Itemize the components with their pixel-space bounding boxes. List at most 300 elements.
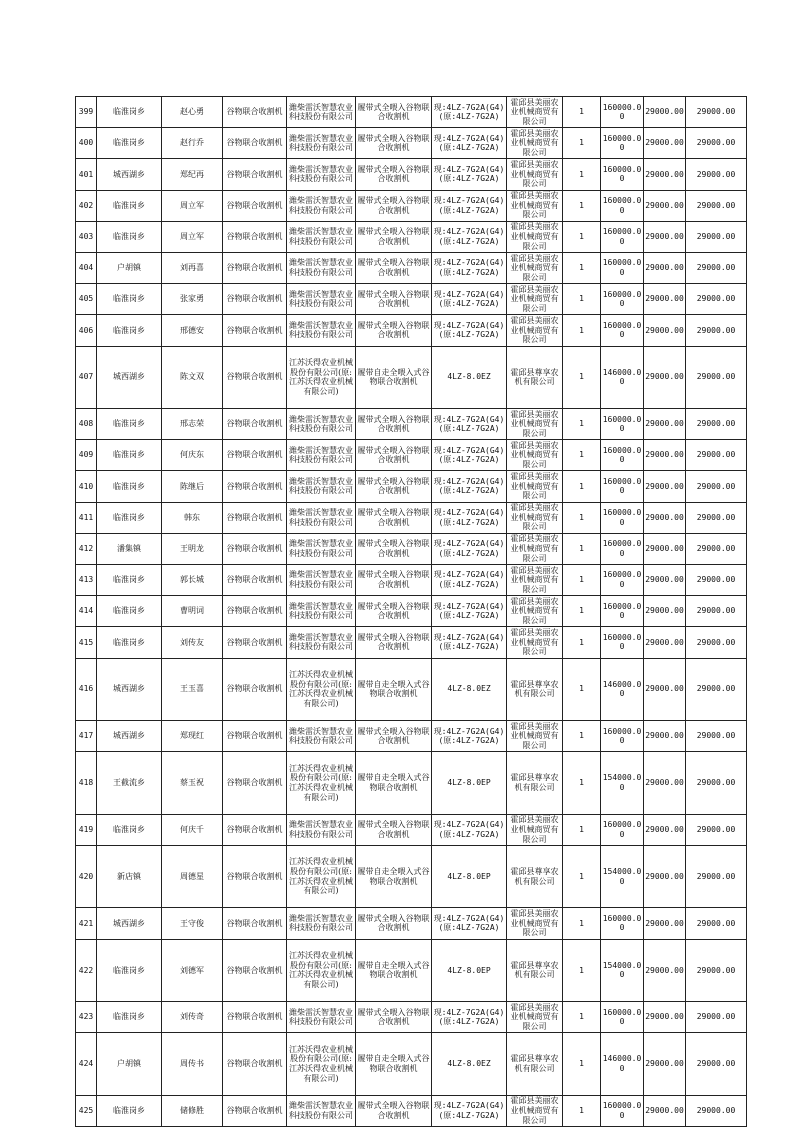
manufacturer: 潍柴雷沃智慧农业科技股份有限公司 <box>287 533 356 564</box>
subsidy-amount: 29000.00 <box>644 939 686 1002</box>
quantity: 1 <box>563 1095 601 1126</box>
quantity: 1 <box>563 471 601 502</box>
total-subsidy: 29000.00 <box>686 533 747 564</box>
row-number: 420 <box>76 845 97 908</box>
sale-price: 160000.00 <box>601 814 644 845</box>
quantity: 1 <box>563 409 601 440</box>
town-cell: 临淮岗乡 <box>97 502 162 533</box>
total-subsidy: 29000.00 <box>686 221 747 252</box>
machine-type: 谷物联合收割机 <box>223 471 287 502</box>
manufacturer: 江苏沃得农业机械股份有限公司(原:江苏沃得农业机械有限公司) <box>287 845 356 908</box>
model-number: 现:4LZ-7G2A(G4)(原:4LZ-7G2A) <box>432 814 507 845</box>
dealer-name: 霍邱县美丽农业机械商贸有限公司 <box>507 471 563 502</box>
manufacturer: 潍柴雷沃智慧农业科技股份有限公司 <box>287 564 356 595</box>
town-cell: 城西湖乡 <box>97 908 162 939</box>
machine-type: 谷物联合收割机 <box>223 658 287 721</box>
subsidy-amount: 29000.00 <box>644 252 686 283</box>
subsidy-amount: 29000.00 <box>644 627 686 658</box>
model-number: 现:4LZ-7G2A(G4)(原:4LZ-7G2A) <box>432 908 507 939</box>
model-number: 现:4LZ-7G2A(G4)(原:4LZ-7G2A) <box>432 284 507 315</box>
sale-price: 146000.00 <box>601 346 644 409</box>
manufacturer: 潍柴雷沃智慧农业科技股份有限公司 <box>287 190 356 221</box>
manufacturer: 江苏沃得农业机械股份有限公司(原:江苏沃得农业机械有限公司) <box>287 939 356 1002</box>
machine-type: 谷物联合收割机 <box>223 440 287 471</box>
dealer-name: 霍邱县美丽农业机械商贸有限公司 <box>507 440 563 471</box>
machine-type: 谷物联合收割机 <box>223 252 287 283</box>
total-subsidy: 29000.00 <box>686 159 747 190</box>
sale-price: 160000.00 <box>601 596 644 627</box>
subsidy-amount: 29000.00 <box>644 721 686 752</box>
product-name: 履带式全喂入谷物联合收割机 <box>356 440 432 471</box>
machine-type: 谷物联合收割机 <box>223 721 287 752</box>
town-cell: 临淮岗乡 <box>97 284 162 315</box>
row-number: 421 <box>76 908 97 939</box>
dealer-name: 霍邱县美丽农业机械商贸有限公司 <box>507 596 563 627</box>
subsidy-amount: 29000.00 <box>644 845 686 908</box>
model-number: 现:4LZ-7G2A(G4)(原:4LZ-7G2A) <box>432 564 507 595</box>
manufacturer: 潍柴雷沃智慧农业科技股份有限公司 <box>287 252 356 283</box>
sale-price: 160000.00 <box>601 1002 644 1033</box>
row-number: 411 <box>76 502 97 533</box>
applicant-name: 郑纪再 <box>162 159 223 190</box>
subsidy-amount: 29000.00 <box>644 814 686 845</box>
quantity: 1 <box>563 596 601 627</box>
model-number: 4LZ-8.0EZ <box>432 346 507 409</box>
quantity: 1 <box>563 814 601 845</box>
applicant-name: 郑现红 <box>162 721 223 752</box>
product-name: 履带式全喂入谷物联合收割机 <box>356 159 432 190</box>
row-number: 402 <box>76 190 97 221</box>
quantity: 1 <box>563 284 601 315</box>
subsidy-amount: 29000.00 <box>644 502 686 533</box>
model-number: 现:4LZ-7G2A(G4)(原:4LZ-7G2A) <box>432 596 507 627</box>
subsidy-amount: 29000.00 <box>644 752 686 815</box>
row-number: 418 <box>76 752 97 815</box>
applicant-name: 王明龙 <box>162 533 223 564</box>
table-row <box>76 939 747 1002</box>
quantity: 1 <box>563 159 601 190</box>
quantity: 1 <box>563 627 601 658</box>
town-cell: 临淮岗乡 <box>97 596 162 627</box>
sale-price: 154000.00 <box>601 845 644 908</box>
table-row <box>76 908 747 939</box>
applicant-name: 储修胜 <box>162 1095 223 1126</box>
model-number: 4LZ-8.0EZ <box>432 1033 507 1096</box>
product-name: 履带式全喂入谷物联合收割机 <box>356 908 432 939</box>
total-subsidy: 29000.00 <box>686 1002 747 1033</box>
manufacturer: 江苏沃得农业机械股份有限公司(原:江苏沃得农业机械有限公司) <box>287 1033 356 1096</box>
dealer-name: 霍邱县美丽农业机械商贸有限公司 <box>507 190 563 221</box>
subsidy-amount: 29000.00 <box>644 564 686 595</box>
model-number: 现:4LZ-7G2A(G4)(原:4LZ-7G2A) <box>432 252 507 283</box>
model-number: 现:4LZ-7G2A(G4)(原:4LZ-7G2A) <box>432 97 507 128</box>
machine-type: 谷物联合收割机 <box>223 1033 287 1096</box>
machine-type: 谷物联合收割机 <box>223 533 287 564</box>
row-number: 399 <box>76 97 97 128</box>
model-number: 4LZ-8.0EZ <box>432 658 507 721</box>
sale-price: 160000.00 <box>601 252 644 283</box>
table-row <box>76 471 747 502</box>
model-number: 现:4LZ-7G2A(G4)(原:4LZ-7G2A) <box>432 409 507 440</box>
dealer-name: 霍邱县美丽农业机械商贸有限公司 <box>507 908 563 939</box>
sale-price: 146000.00 <box>601 1033 644 1096</box>
row-number: 404 <box>76 252 97 283</box>
town-cell: 城西湖乡 <box>97 346 162 409</box>
quantity: 1 <box>563 845 601 908</box>
table-row <box>76 564 747 595</box>
product-name: 履带式全喂入谷物联合收割机 <box>356 627 432 658</box>
dealer-name: 霍邱县美丽农业机械商贸有限公司 <box>507 627 563 658</box>
manufacturer: 江苏沃得农业机械股份有限公司(原:江苏沃得农业机械有限公司) <box>287 752 356 815</box>
town-cell: 临淮岗乡 <box>97 440 162 471</box>
dealer-name: 霍邱县美丽农业机械商贸有限公司 <box>507 128 563 159</box>
dealer-name: 霍邱县美丽农业机械商贸有限公司 <box>507 284 563 315</box>
dealer-name: 霍邱县美丽农业机械商贸有限公司 <box>507 252 563 283</box>
table-row <box>76 596 747 627</box>
subsidy-amount: 29000.00 <box>644 284 686 315</box>
manufacturer: 潍柴雷沃智慧农业科技股份有限公司 <box>287 721 356 752</box>
machine-type: 谷物联合收割机 <box>223 409 287 440</box>
subsidy-amount: 29000.00 <box>644 315 686 346</box>
quantity: 1 <box>563 658 601 721</box>
applicant-name: 曹明词 <box>162 596 223 627</box>
town-cell: 城西湖乡 <box>97 658 162 721</box>
sale-price: 154000.00 <box>601 939 644 1002</box>
table-row <box>76 814 747 845</box>
manufacturer: 潍柴雷沃智慧农业科技股份有限公司 <box>287 221 356 252</box>
manufacturer: 潍柴雷沃智慧农业科技股份有限公司 <box>287 1002 356 1033</box>
manufacturer: 潍柴雷沃智慧农业科技股份有限公司 <box>287 471 356 502</box>
town-cell: 临淮岗乡 <box>97 814 162 845</box>
table-row <box>76 159 747 190</box>
model-number: 4LZ-8.0EP <box>432 752 507 815</box>
town-cell: 户胡镇 <box>97 252 162 283</box>
subsidy-amount: 29000.00 <box>644 440 686 471</box>
product-name: 履带式全喂入谷物联合收割机 <box>356 533 432 564</box>
quantity: 1 <box>563 564 601 595</box>
product-name: 履带式全喂入谷物联合收割机 <box>356 284 432 315</box>
manufacturer: 潍柴雷沃智慧农业科技股份有限公司 <box>287 284 356 315</box>
town-cell: 临淮岗乡 <box>97 128 162 159</box>
dealer-name: 霍邱县美丽农业机械商贸有限公司 <box>507 502 563 533</box>
dealer-name: 霍邱县美丽农业机械商贸有限公司 <box>507 564 563 595</box>
table-row <box>76 409 747 440</box>
applicant-name: 刘传奇 <box>162 1002 223 1033</box>
sale-price: 160000.00 <box>601 284 644 315</box>
applicant-name: 何庆东 <box>162 440 223 471</box>
sale-price: 160000.00 <box>601 627 644 658</box>
row-number: 405 <box>76 284 97 315</box>
machine-type: 谷物联合收割机 <box>223 627 287 658</box>
machine-type: 谷物联合收割机 <box>223 502 287 533</box>
product-name: 履带自走全喂入式谷物联合收割机 <box>356 658 432 721</box>
sale-price: 160000.00 <box>601 533 644 564</box>
total-subsidy: 29000.00 <box>686 502 747 533</box>
row-number: 403 <box>76 221 97 252</box>
model-number: 现:4LZ-7G2A(G4)(原:4LZ-7G2A) <box>432 159 507 190</box>
applicant-name: 周传书 <box>162 1033 223 1096</box>
applicant-name: 韩东 <box>162 502 223 533</box>
town-cell: 临淮岗乡 <box>97 471 162 502</box>
dealer-name: 霍邱县美丽农业机械商贸有限公司 <box>507 159 563 190</box>
machine-type: 谷物联合收割机 <box>223 814 287 845</box>
machine-type: 谷物联合收割机 <box>223 1095 287 1126</box>
sale-price: 160000.00 <box>601 564 644 595</box>
town-cell: 潘集镇 <box>97 533 162 564</box>
total-subsidy: 29000.00 <box>686 440 747 471</box>
total-subsidy: 29000.00 <box>686 939 747 1002</box>
machine-type: 谷物联合收割机 <box>223 908 287 939</box>
total-subsidy: 29000.00 <box>686 97 747 128</box>
machine-type: 谷物联合收割机 <box>223 221 287 252</box>
subsidy-amount: 29000.00 <box>644 97 686 128</box>
model-number: 4LZ-8.0EP <box>432 845 507 908</box>
applicant-name: 赵行乔 <box>162 128 223 159</box>
quantity: 1 <box>563 1033 601 1096</box>
town-cell: 临淮岗乡 <box>97 221 162 252</box>
total-subsidy: 29000.00 <box>686 658 747 721</box>
subsidy-amount: 29000.00 <box>644 346 686 409</box>
product-name: 履带式全喂入谷物联合收割机 <box>356 814 432 845</box>
subsidy-table <box>75 96 747 1127</box>
dealer-name: 霍邱县美丽农业机械商贸有限公司 <box>507 315 563 346</box>
town-cell: 临淮岗乡 <box>97 627 162 658</box>
applicant-name: 邢志荣 <box>162 409 223 440</box>
quantity: 1 <box>563 97 601 128</box>
machine-type: 谷物联合收割机 <box>223 1002 287 1033</box>
sale-price: 154000.00 <box>601 752 644 815</box>
town-cell: 临淮岗乡 <box>97 1002 162 1033</box>
town-cell: 临淮岗乡 <box>97 409 162 440</box>
manufacturer: 潍柴雷沃智慧农业科技股份有限公司 <box>287 814 356 845</box>
model-number: 现:4LZ-7G2A(G4)(原:4LZ-7G2A) <box>432 627 507 658</box>
model-number: 现:4LZ-7G2A(G4)(原:4LZ-7G2A) <box>432 1002 507 1033</box>
subsidy-amount: 29000.00 <box>644 221 686 252</box>
applicant-name: 刘德军 <box>162 939 223 1002</box>
table-row <box>76 1002 747 1033</box>
total-subsidy: 29000.00 <box>686 252 747 283</box>
subsidy-amount: 29000.00 <box>644 596 686 627</box>
sale-price: 160000.00 <box>601 1095 644 1126</box>
applicant-name: 刘传友 <box>162 627 223 658</box>
applicant-name: 邢德安 <box>162 315 223 346</box>
model-number: 现:4LZ-7G2A(G4)(原:4LZ-7G2A) <box>432 533 507 564</box>
quantity: 1 <box>563 939 601 1002</box>
applicant-name: 周德星 <box>162 845 223 908</box>
row-number: 410 <box>76 471 97 502</box>
dealer-name: 霍邱县美丽农业机械商贸有限公司 <box>507 721 563 752</box>
subsidy-amount: 29000.00 <box>644 190 686 221</box>
manufacturer: 潍柴雷沃智慧农业科技股份有限公司 <box>287 627 356 658</box>
manufacturer: 潍柴雷沃智慧农业科技股份有限公司 <box>287 440 356 471</box>
town-cell: 临淮岗乡 <box>97 939 162 1002</box>
product-name: 履带自走全喂入式谷物联合收割机 <box>356 1033 432 1096</box>
model-number: 4LZ-8.0EP <box>432 939 507 1002</box>
row-number: 412 <box>76 533 97 564</box>
dealer-name: 霍邱县尊享农机有限公司 <box>507 939 563 1002</box>
total-subsidy: 29000.00 <box>686 409 747 440</box>
total-subsidy: 29000.00 <box>686 128 747 159</box>
dealer-name: 霍邱县尊享农机有限公司 <box>507 845 563 908</box>
row-number: 408 <box>76 409 97 440</box>
table-row <box>76 627 747 658</box>
subsidy-amount: 29000.00 <box>644 128 686 159</box>
product-name: 履带式全喂入谷物联合收割机 <box>356 721 432 752</box>
quantity: 1 <box>563 128 601 159</box>
town-cell: 临淮岗乡 <box>97 315 162 346</box>
machine-type: 谷物联合收割机 <box>223 845 287 908</box>
manufacturer: 潍柴雷沃智慧农业科技股份有限公司 <box>287 596 356 627</box>
model-number: 现:4LZ-7G2A(G4)(原:4LZ-7G2A) <box>432 721 507 752</box>
row-number: 415 <box>76 627 97 658</box>
table-row <box>76 315 747 346</box>
total-subsidy: 29000.00 <box>686 346 747 409</box>
model-number: 现:4LZ-7G2A(G4)(原:4LZ-7G2A) <box>432 315 507 346</box>
subsidy-amount: 29000.00 <box>644 908 686 939</box>
product-name: 履带式全喂入谷物联合收割机 <box>356 1002 432 1033</box>
town-cell: 王截流乡 <box>97 752 162 815</box>
table-row <box>76 502 747 533</box>
manufacturer: 江苏沃得农业机械股份有限公司(原:江苏沃得农业机械有限公司) <box>287 658 356 721</box>
sale-price: 160000.00 <box>601 721 644 752</box>
total-subsidy: 29000.00 <box>686 1033 747 1096</box>
table-row <box>76 221 747 252</box>
machine-type: 谷物联合收割机 <box>223 284 287 315</box>
town-cell: 临淮岗乡 <box>97 190 162 221</box>
model-number: 现:4LZ-7G2A(G4)(原:4LZ-7G2A) <box>432 502 507 533</box>
town-cell: 户胡镇 <box>97 1033 162 1096</box>
product-name: 履带式全喂入谷物联合收割机 <box>356 252 432 283</box>
dealer-name: 霍邱县美丽农业机械商贸有限公司 <box>507 1002 563 1033</box>
manufacturer: 潍柴雷沃智慧农业科技股份有限公司 <box>287 1095 356 1126</box>
table-row <box>76 284 747 315</box>
machine-type: 谷物联合收割机 <box>223 315 287 346</box>
applicant-name: 何庆千 <box>162 814 223 845</box>
subsidy-amount: 29000.00 <box>644 1033 686 1096</box>
quantity: 1 <box>563 252 601 283</box>
manufacturer: 潍柴雷沃智慧农业科技股份有限公司 <box>287 908 356 939</box>
sale-price: 160000.00 <box>601 409 644 440</box>
machine-type: 谷物联合收割机 <box>223 346 287 409</box>
subsidy-amount: 29000.00 <box>644 471 686 502</box>
machine-type: 谷物联合收割机 <box>223 939 287 1002</box>
applicant-name: 陈继后 <box>162 471 223 502</box>
machine-type: 谷物联合收割机 <box>223 159 287 190</box>
applicant-name: 周立军 <box>162 190 223 221</box>
dealer-name: 霍邱县尊享农机有限公司 <box>507 752 563 815</box>
row-number: 407 <box>76 346 97 409</box>
subsidy-amount: 29000.00 <box>644 658 686 721</box>
manufacturer: 潍柴雷沃智慧农业科技股份有限公司 <box>287 97 356 128</box>
sale-price: 160000.00 <box>601 471 644 502</box>
dealer-name: 霍邱县美丽农业机械商贸有限公司 <box>507 409 563 440</box>
row-number: 419 <box>76 814 97 845</box>
subsidy-amount: 29000.00 <box>644 1002 686 1033</box>
quantity: 1 <box>563 346 601 409</box>
table-row <box>76 845 747 908</box>
row-number: 400 <box>76 128 97 159</box>
product-name: 履带式全喂入谷物联合收割机 <box>356 190 432 221</box>
machine-type: 谷物联合收割机 <box>223 97 287 128</box>
row-number: 414 <box>76 596 97 627</box>
dealer-name: 霍邱县尊享农机有限公司 <box>507 346 563 409</box>
model-number: 现:4LZ-7G2A(G4)(原:4LZ-7G2A) <box>432 440 507 471</box>
table-row <box>76 440 747 471</box>
sale-price: 160000.00 <box>601 159 644 190</box>
applicant-name: 王玉喜 <box>162 658 223 721</box>
manufacturer: 潍柴雷沃智慧农业科技股份有限公司 <box>287 128 356 159</box>
row-number: 424 <box>76 1033 97 1096</box>
town-cell: 临淮岗乡 <box>97 1095 162 1126</box>
applicant-name: 周立军 <box>162 221 223 252</box>
subsidy-amount: 29000.00 <box>644 409 686 440</box>
sale-price: 160000.00 <box>601 190 644 221</box>
model-number: 现:4LZ-7G2A(G4)(原:4LZ-7G2A) <box>432 471 507 502</box>
applicant-name: 蔡玉祝 <box>162 752 223 815</box>
table-row <box>76 721 747 752</box>
table-row <box>76 752 747 815</box>
total-subsidy: 29000.00 <box>686 627 747 658</box>
product-name: 履带式全喂入谷物联合收割机 <box>356 315 432 346</box>
total-subsidy: 29000.00 <box>686 908 747 939</box>
row-number: 416 <box>76 658 97 721</box>
product-name: 履带自走全喂入式谷物联合收割机 <box>356 845 432 908</box>
applicant-name: 陈文双 <box>162 346 223 409</box>
table-row <box>76 658 747 721</box>
product-name: 履带式全喂入谷物联合收割机 <box>356 97 432 128</box>
subsidy-amount: 29000.00 <box>644 159 686 190</box>
dealer-name: 霍邱县美丽农业机械商贸有限公司 <box>507 533 563 564</box>
town-cell: 临淮岗乡 <box>97 564 162 595</box>
quantity: 1 <box>563 502 601 533</box>
total-subsidy: 29000.00 <box>686 752 747 815</box>
manufacturer: 潍柴雷沃智慧农业科技股份有限公司 <box>287 159 356 190</box>
town-cell: 临淮岗乡 <box>97 97 162 128</box>
row-number: 406 <box>76 315 97 346</box>
total-subsidy: 29000.00 <box>686 471 747 502</box>
table-row <box>76 128 747 159</box>
sale-price: 160000.00 <box>601 315 644 346</box>
sale-price: 146000.00 <box>601 658 644 721</box>
sale-price: 160000.00 <box>601 128 644 159</box>
product-name: 履带式全喂入谷物联合收割机 <box>356 409 432 440</box>
product-name: 履带式全喂入谷物联合收割机 <box>356 471 432 502</box>
applicant-name: 张家勇 <box>162 284 223 315</box>
model-number: 现:4LZ-7G2A(G4)(原:4LZ-7G2A) <box>432 190 507 221</box>
town-cell: 城西湖乡 <box>97 721 162 752</box>
dealer-name: 霍邱县美丽农业机械商贸有限公司 <box>507 221 563 252</box>
row-number: 423 <box>76 1002 97 1033</box>
manufacturer: 潍柴雷沃智慧农业科技股份有限公司 <box>287 315 356 346</box>
applicant-name: 王守俊 <box>162 908 223 939</box>
row-number: 417 <box>76 721 97 752</box>
table-row <box>76 346 747 409</box>
total-subsidy: 29000.00 <box>686 284 747 315</box>
sale-price: 160000.00 <box>601 440 644 471</box>
row-number: 401 <box>76 159 97 190</box>
sale-price: 160000.00 <box>601 908 644 939</box>
product-name: 履带式全喂入谷物联合收割机 <box>356 128 432 159</box>
machine-type: 谷物联合收割机 <box>223 596 287 627</box>
town-cell: 城西湖乡 <box>97 159 162 190</box>
manufacturer: 潍柴雷沃智慧农业科技股份有限公司 <box>287 409 356 440</box>
manufacturer: 江苏沃得农业机械股份有限公司(原:江苏沃得农业机械有限公司) <box>287 346 356 409</box>
machine-type: 谷物联合收割机 <box>223 190 287 221</box>
product-name: 履带式全喂入谷物联合收割机 <box>356 221 432 252</box>
subsidy-amount: 29000.00 <box>644 1095 686 1126</box>
quantity: 1 <box>563 533 601 564</box>
dealer-name: 霍邱县尊享农机有限公司 <box>507 1033 563 1096</box>
